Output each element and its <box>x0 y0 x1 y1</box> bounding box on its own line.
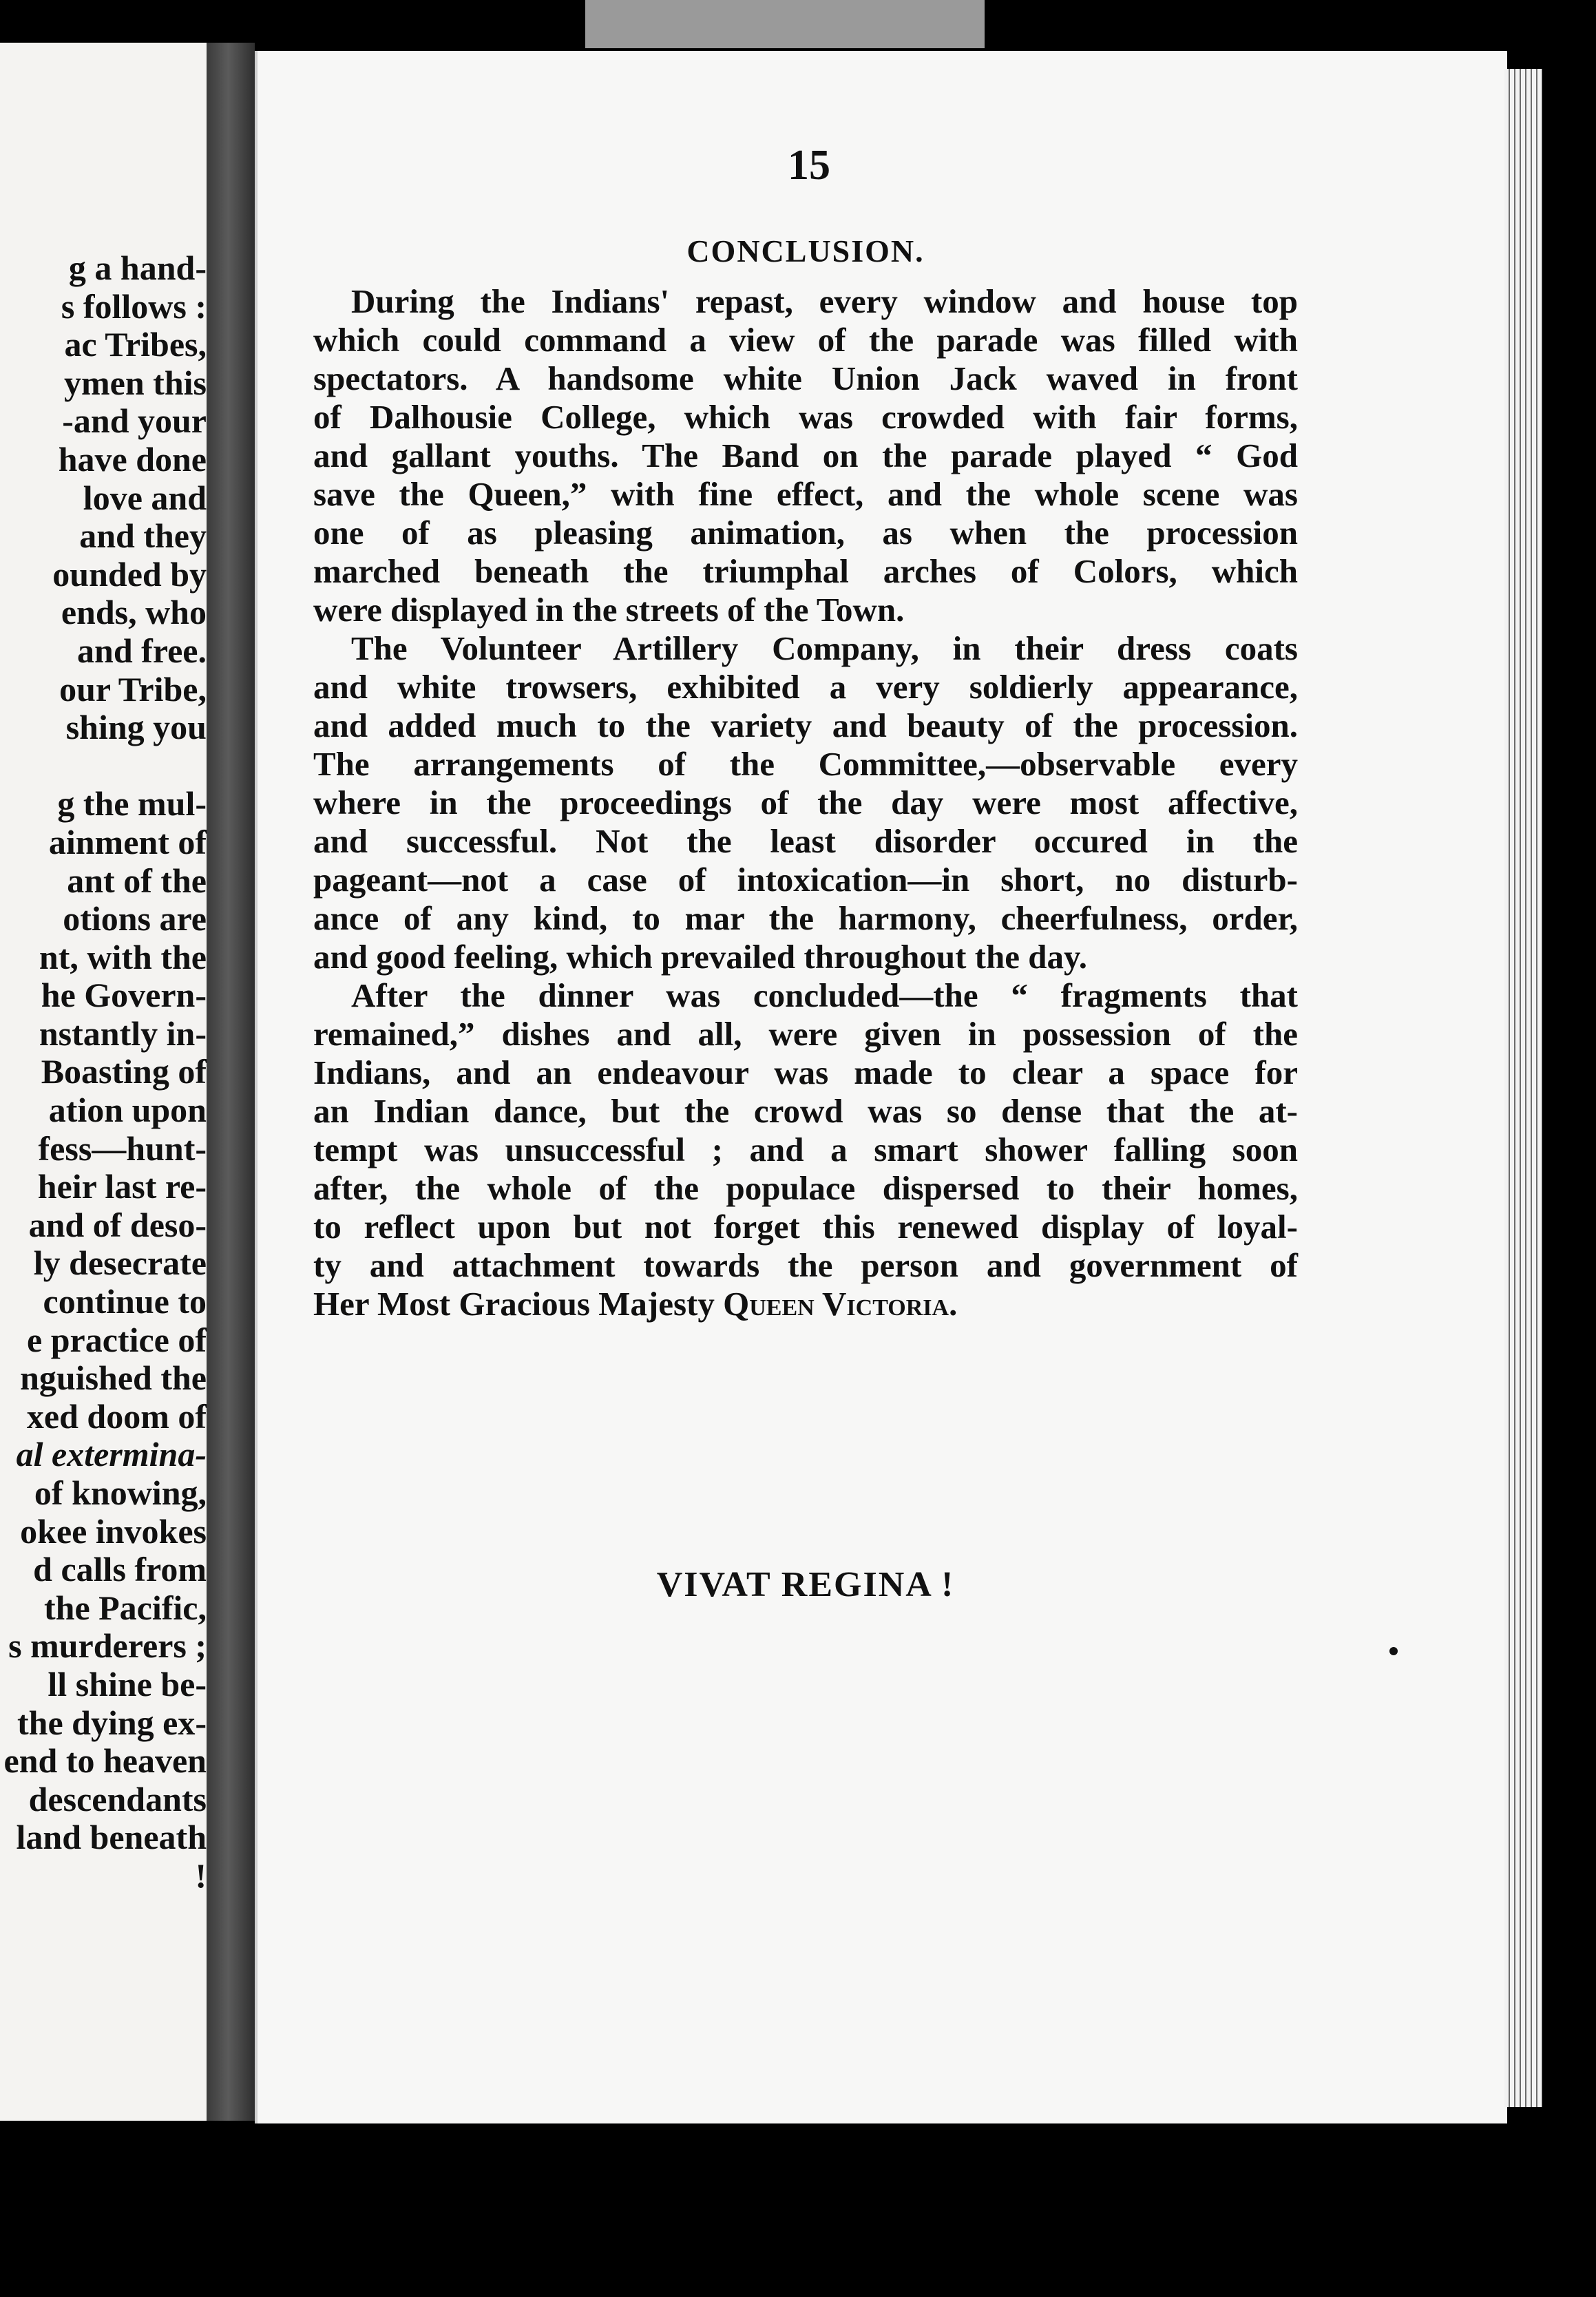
left-page-line: -and your <box>62 401 207 441</box>
left-page-line: and free. <box>77 631 207 670</box>
left-page-line: the dying ex- <box>17 1703 207 1742</box>
text-line: which could command a view of the parade was filled with <box>313 321 1298 359</box>
left-page-line: of knowing, <box>34 1473 207 1512</box>
left-page-line: g the mul- <box>57 784 207 824</box>
text-line: pageant—not a case of intoxication—in short, no disturb- <box>313 861 1298 899</box>
left-page-line: continue to <box>43 1282 207 1321</box>
text-line: remained,” dishes and all, were given in possession of the <box>313 1015 1298 1053</box>
left-page-line: otions are <box>63 899 207 938</box>
text-line: of Dalhousie College, which was crowded with fair forms, <box>313 398 1298 436</box>
text-line: an Indian dance, but the crowd was so dense that the at- <box>313 1092 1298 1130</box>
paragraph-3 <box>313 976 1298 1323</box>
text-line-final <box>313 1285 1298 1323</box>
left-page-line: nstantly in- <box>39 1014 207 1053</box>
left-page-line: ounded by <box>52 554 207 594</box>
left-page-line: he Govern- <box>41 976 207 1015</box>
left-page-line: nguished the <box>20 1359 207 1398</box>
paragraph-1 <box>313 282 1298 629</box>
left-page-line: shing you <box>65 708 207 747</box>
scan-top-tab <box>585 0 985 48</box>
left-page-line: d calls from <box>33 1550 207 1589</box>
text-line: and successful. Not the least disorder occured in the <box>313 822 1298 860</box>
left-page-line: Boasting of <box>41 1052 207 1091</box>
left-page-line: fess—hunt- <box>38 1129 207 1168</box>
left-page-line: ends, who <box>61 593 207 632</box>
left-page-line: the Pacific, <box>43 1588 207 1627</box>
left-page-line: ll shine be- <box>48 1664 207 1703</box>
ink-speck <box>1389 1647 1398 1655</box>
text-line: Indians, and an endeavour was made to clear a space for <box>313 1053 1298 1091</box>
left-page-line: nt, with the <box>39 937 207 976</box>
closing-line: VIVAT REGINA ! <box>656 1565 955 1604</box>
left-page-line: al extermina- <box>16 1435 207 1474</box>
text-line: After the dinner was concluded—the “ fragments that <box>351 976 1298 1014</box>
text-line: and added much to the variety and beauty of the procession. <box>313 706 1298 744</box>
text-line: The arrangements of the Committee,—observable every <box>313 745 1298 783</box>
paragraph-2 <box>313 629 1298 976</box>
text-line: to reflect upon but not forget this renewed display of loyal- <box>313 1208 1298 1246</box>
text-line: and good feeling, which prevailed throughout the day. <box>313 938 1088 976</box>
left-page-line: ly desecrate <box>33 1244 207 1283</box>
text-line: The Volunteer Artillery Company, in their dress coats <box>351 629 1298 667</box>
left-page-line: heir last re- <box>37 1167 207 1206</box>
text-line: one of as pleasing animation, as when the procession <box>313 514 1298 552</box>
text-line: ty and attachment towards the person and government of <box>313 1246 1298 1284</box>
left-page-line: ymen this <box>64 363 207 402</box>
left-page-line <box>0 747 207 786</box>
left-page-text <box>0 249 207 1896</box>
left-page-line: and they <box>79 516 207 556</box>
text-line: and white trowsers, exhibited a very soldierly appearance, <box>313 668 1298 706</box>
text-line: and gallant youths. The Band on the parade played “ God <box>313 437 1298 474</box>
text-line: where in the proceedings of the day were most affective, <box>313 784 1298 821</box>
left-page-line: ainment of <box>48 822 207 861</box>
text-line: marched beneath the triumphal arches of Colors, which <box>313 552 1298 590</box>
left-page-line: s follows : <box>61 286 207 326</box>
page-number: 15 <box>788 142 830 189</box>
body-text <box>313 282 1298 1323</box>
left-page-line: g a hand- <box>68 249 207 287</box>
text-line: tempt was unsuccessful ; and a smart shower falling soon <box>313 1131 1298 1168</box>
book-gutter <box>207 43 255 2121</box>
left-page-line: ac Tribes, <box>64 325 207 364</box>
left-page <box>0 43 209 2121</box>
left-page-line: e practice of <box>27 1320 207 1359</box>
page-edges <box>1504 69 1542 2107</box>
left-page-line: descendants <box>28 1779 207 1818</box>
text-line: spectators. A handsome white Union Jack waved in front <box>313 359 1298 397</box>
left-page-line: okee invokes <box>20 1511 207 1551</box>
left-page-line: s murderers ; <box>8 1626 207 1666</box>
left-page-line: xed doom of <box>26 1396 207 1436</box>
final-line-start: Her Most Gracious Majesty <box>313 1285 724 1323</box>
left-page-line: end to heaven <box>3 1741 207 1781</box>
text-line: were displayed in the streets of the Town. <box>313 591 905 629</box>
left-page-line: ant of the <box>67 861 207 900</box>
section-heading: CONCLUSION. <box>686 233 925 269</box>
text-line: save the Queen,” with fine effect, and the whole scene was <box>313 475 1298 513</box>
left-page-line: land beneath <box>16 1818 207 1857</box>
queen-victoria-smallcaps: Queen Victoria. <box>723 1285 958 1323</box>
text-line: During the Indians' repast, every window and house top <box>351 282 1298 320</box>
left-page-line: and of deso- <box>28 1205 207 1244</box>
left-page-line: our Tribe, <box>59 669 207 709</box>
text-line: after, the whole of the populace dispersed to their homes, <box>313 1169 1298 1207</box>
text-line: ance of any kind, to mar the harmony, cheerfulness, order, <box>313 899 1298 937</box>
left-page-line: ation upon <box>48 1091 207 1130</box>
left-page-line: ! <box>195 1856 207 1895</box>
left-page-line: have done <box>58 439 207 479</box>
left-page-line: love and <box>83 478 207 517</box>
